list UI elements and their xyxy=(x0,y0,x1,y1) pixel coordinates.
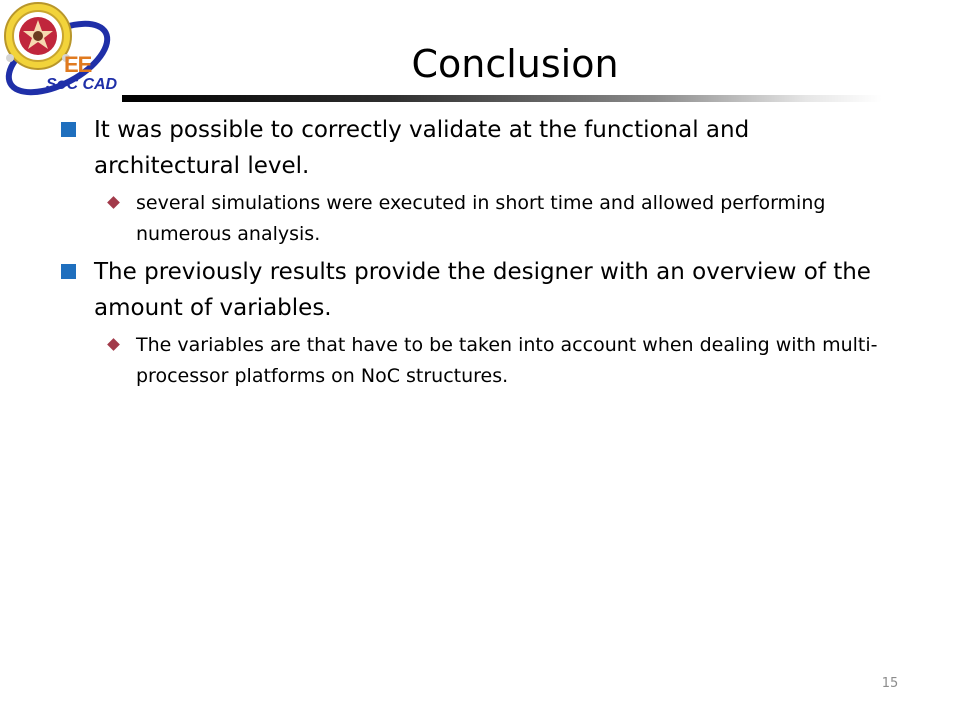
diamond-bullet-icon xyxy=(107,196,120,209)
bullet-text: It was possible to correctly validate at the functional and architectural level. xyxy=(94,117,750,179)
slide-title: Conclusion xyxy=(411,42,619,86)
university-logo xyxy=(0,0,122,106)
bullet-text: The previously results provide the designer with an overview of the amount of variables. xyxy=(94,259,871,321)
sub-bullet-item xyxy=(60,188,900,250)
sub-bullet-item xyxy=(60,330,900,392)
sub-bullet-text: The variables are that have to be taken into account when dealing with multi-processor platforms on NoC structures. xyxy=(136,334,878,387)
bullet-item xyxy=(60,254,900,326)
square-bullet-icon xyxy=(61,122,76,137)
logo-soc-cad-text: SoC CAD xyxy=(46,76,118,93)
logo-ee-text: EE xyxy=(64,52,92,77)
square-bullet-icon xyxy=(61,264,76,279)
page-number: 15 xyxy=(881,676,899,691)
bullet-item xyxy=(60,112,900,184)
bullet-list xyxy=(60,112,900,396)
diamond-bullet-icon xyxy=(107,338,120,351)
title-divider xyxy=(122,95,882,102)
sub-bullet-text: several simulations were executed in short time and allowed performing numerous analysis. xyxy=(136,192,826,245)
